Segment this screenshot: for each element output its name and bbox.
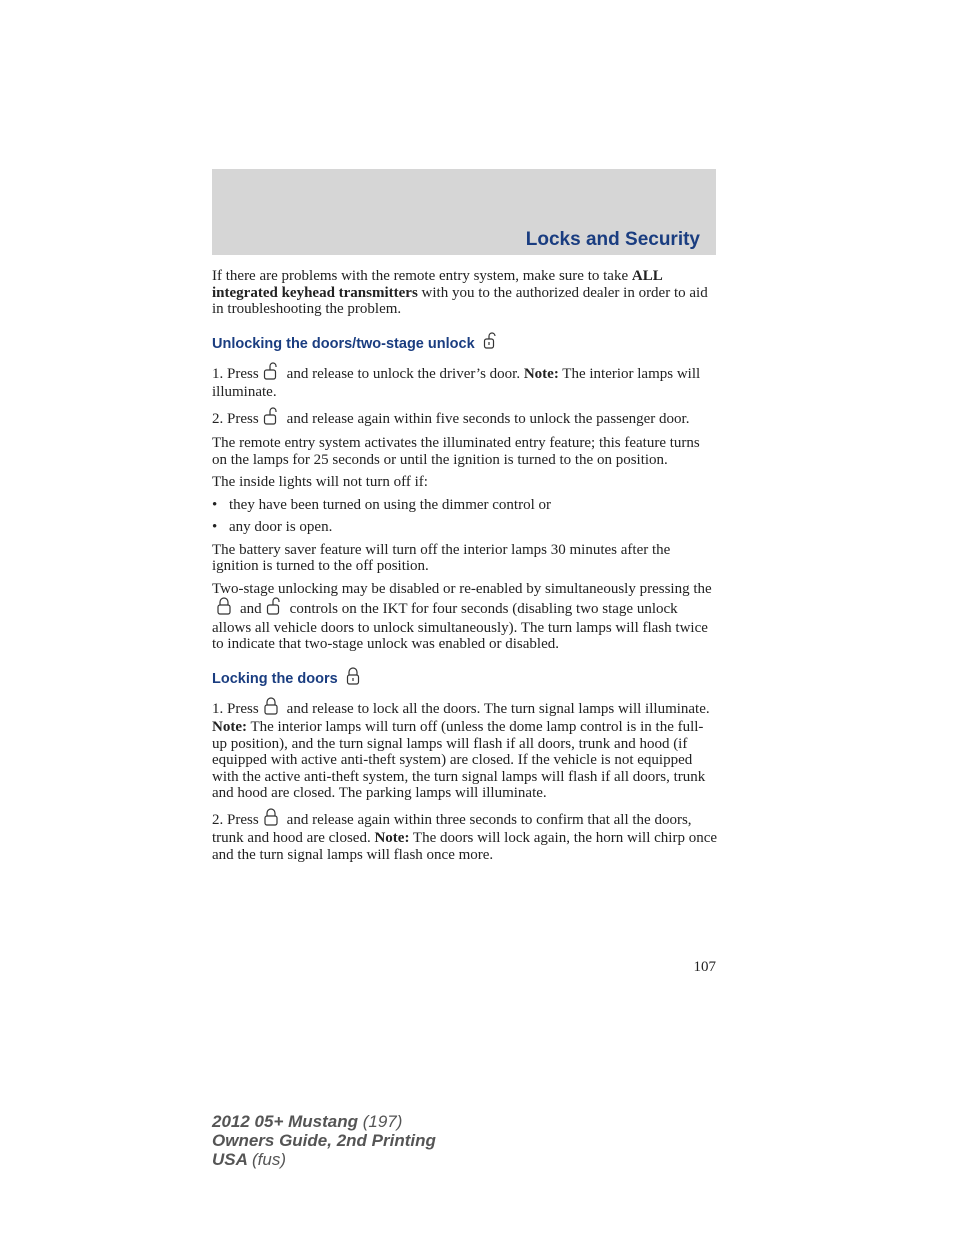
step-prefix: 2. Press [212, 811, 259, 828]
lock-icon [216, 597, 232, 620]
note-label: Note: [374, 830, 410, 846]
list-item-text: they have been turned on using the dimmer control or [229, 496, 551, 513]
paragraph-text: Two-stage unlocking may be disabled or re-enabled by simultaneously pressing the [212, 580, 712, 597]
lock-step-2 [212, 808, 718, 864]
unlock-icon [266, 597, 282, 620]
unlock-icon [263, 407, 279, 430]
footer-line-1 [212, 1112, 436, 1131]
intro-bold: ALL integrated keyhead transmitters [212, 268, 662, 301]
step-text: and release again within three seconds to confirm that all the doors, trunk and hood are closed. [212, 811, 692, 846]
footer [212, 1112, 436, 1169]
footer-code: (197) [362, 1112, 403, 1131]
step-prefix: 2. Press [212, 410, 259, 427]
footer-market: USA [212, 1150, 248, 1169]
intro-text-2: with you to the authorized dealer in order to aid in troubleshooting the problem. [212, 284, 708, 317]
two-stage-paragraph [212, 581, 718, 653]
lock-icon [346, 667, 360, 691]
step-text: and release again within five seconds to unlock the passenger door. [286, 410, 690, 427]
footer-line-2: Owners Guide, 2nd Printing [212, 1131, 436, 1150]
illuminated-entry-paragraph: The remote entry system activates the illuminated entry feature; this feature turns on the lamps for 25 seconds or until the ignition is turned to the on position. [212, 435, 700, 468]
step-text: and release to lock all the doors. The turn signal lamps will illuminate. [286, 700, 710, 717]
battery-saver-paragraph: The battery saver feature will turn off the interior lamps 30 minutes after the ignition is turned to the off position. [212, 541, 671, 574]
header-band [212, 169, 716, 255]
footer-line-3 [212, 1150, 436, 1169]
step-text-after: The doors will lock again, the horn will chirp once and the turn signal lamps will flash once more. [212, 830, 718, 863]
step-prefix: 1. Press [212, 365, 259, 382]
paragraph-text: and [240, 601, 262, 617]
inside-lights-paragraph: The inside lights will not turn off if: [212, 474, 428, 490]
unlock-step-2 [212, 407, 718, 430]
note-label: Note: [212, 719, 247, 735]
step-prefix: 1. Press [212, 700, 259, 717]
bullet-dot: • [212, 519, 218, 535]
lock-heading [212, 667, 718, 691]
lock-heading-text: Locking the doors [212, 670, 338, 687]
page-number: 107 [693, 959, 716, 975]
unlock-heading-text: Unlocking the doors/two-stage unlock [212, 335, 475, 352]
list-item [212, 497, 718, 514]
lock-step-1 [212, 697, 718, 802]
list-item [212, 519, 718, 536]
footer-model: 2012 05+ Mustang [212, 1112, 358, 1131]
lock-icon [263, 697, 279, 720]
section-title: Locks and Security [525, 229, 700, 250]
paragraph-text: controls on the IKT for four seconds (disabling two stage unlock allows all vehicle doors to unlock simultaneously). The turn lamps will flash twice to indicate that two-stage unlock was enabled or disabled. [212, 601, 708, 652]
page-content [212, 268, 718, 869]
unlock-icon [483, 332, 497, 356]
unlock-heading [212, 332, 718, 356]
bullet-dot: • [212, 496, 218, 513]
step-text-after: The interior lamps will turn off (unless the dome lamp control is in the full-up position), and the turn signal lamps will flash if all doors, trunk and hood (if equipped with active anti-theft system) are closed. If the vehicle is not equipped with the active anti-theft system, the turn signal lamps will flash if all doors, trunk and hood are closed. The parking lamps will illuminate. [212, 719, 706, 801]
unlock-icon [263, 362, 279, 385]
step-text: and release to unlock the driver’s door. [286, 365, 524, 382]
lock-icon [263, 808, 279, 831]
step-text-after: The interior lamps will illuminate. [212, 365, 701, 400]
unlock-step-1 [212, 362, 718, 401]
intro-text: If there are problems with the remote entry system, make sure to take [212, 268, 632, 284]
list-item-text: any door is open. [229, 519, 333, 535]
footer-market-code: (fus) [252, 1150, 286, 1169]
note-label: Note: [523, 365, 559, 382]
intro-paragraph [212, 268, 718, 318]
